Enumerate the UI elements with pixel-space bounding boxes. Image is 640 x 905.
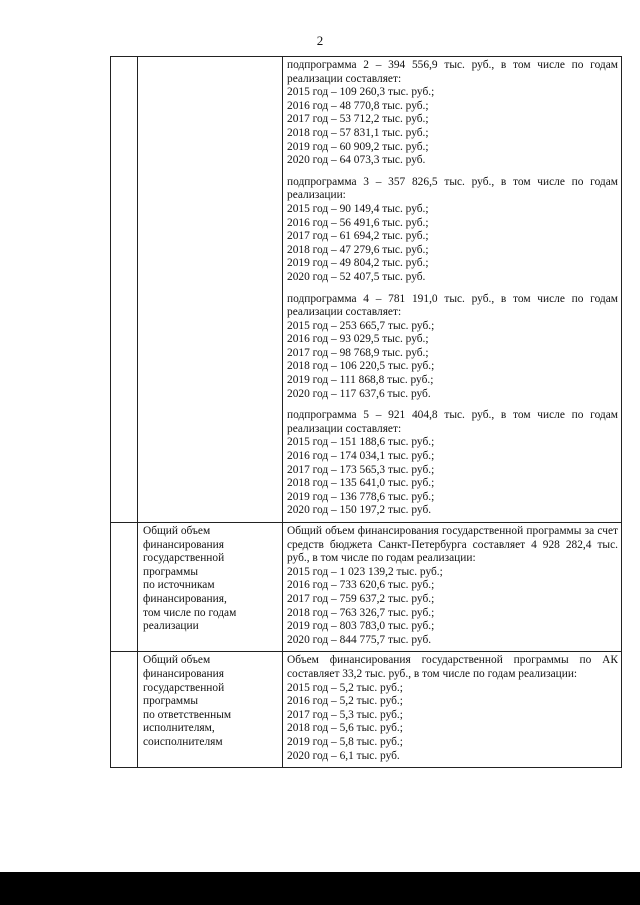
row-label-line: реализации <box>143 620 199 633</box>
funding-year-line: 2015 год – 109 260,3 тыс. руб.; <box>287 86 435 99</box>
funding-year-line: 2017 год – 98 768,9 тыс. руб.; <box>287 346 429 359</box>
funding-paragraph <box>287 654 618 763</box>
row-label-line: исполнителям, <box>143 722 215 735</box>
funding-intro-text: подпрограмма 3 – 357 826,5 тыс. руб., в том числе по годам реализации: <box>287 175 618 202</box>
funding-year-line: 2019 год – 111 868,8 тыс. руб.; <box>287 374 434 387</box>
funding-year-line: 2016 год – 93 029,5 тыс. руб.; <box>287 333 429 346</box>
funding-year-line: 2017 год – 173 565,3 тыс. руб.; <box>287 463 435 476</box>
scan-bottom-bar <box>0 872 640 905</box>
row-label-line: соисполнителям <box>143 735 223 748</box>
row-label-cell <box>138 652 283 768</box>
funding-year-line: 2018 год – 763 326,7 тыс. руб.; <box>287 606 435 619</box>
funding-intro-text: Общий объем финансирования государственной программы за счет средств бюджета Санкт-Петербурга составляет 4 928 282,4 тыс. руб., в том числе по годам реализации: <box>287 525 618 565</box>
row-label-line: государственной <box>143 552 225 565</box>
row-label-line: по источникам <box>143 579 215 592</box>
funding-paragraph <box>287 293 618 402</box>
row-content-cell <box>283 523 622 652</box>
funding-year-line: 2016 год – 733 620,6 тыс. руб.; <box>287 579 435 592</box>
funding-intro-text: подпрограмма 4 – 781 191,0 тыс. руб., в том числе по годам реализации составляет: <box>287 292 618 319</box>
funding-year-line: 2018 год – 5,6 тыс. руб.; <box>287 722 403 735</box>
row-label-line: финансирования <box>143 667 224 680</box>
funding-year-line: 2019 год – 5,8 тыс. руб.; <box>287 735 403 748</box>
funding-year-line: 2015 год – 1 023 139,2 тыс. руб.; <box>287 565 443 578</box>
funding-year-line: 2019 год – 60 909,2 тыс. руб.; <box>287 140 429 153</box>
funding-year-line: 2016 год – 56 491,6 тыс. руб.; <box>287 216 429 229</box>
funding-year-line: 2019 год – 49 804,2 тыс. руб.; <box>287 257 429 270</box>
funding-year-line: 2017 год – 61 694,2 тыс. руб.; <box>287 230 429 243</box>
funding-year-line: 2018 год – 135 641,0 тыс. руб.; <box>287 477 435 490</box>
funding-paragraph <box>287 176 618 285</box>
funding-intro-text: подпрограмма 2 – 394 556,9 тыс. руб., в том числе по годам реализации составляет: <box>287 59 618 85</box>
row-content-cell <box>283 652 622 768</box>
row-number-cell <box>111 652 138 768</box>
funding-intro-text: Объем финансирования государственной программы по АК составляет 33,2 тыс. руб., в том числе по годам реализации: <box>287 654 618 680</box>
funding-year-line: 2019 год – 136 778,6 тыс. руб.; <box>287 490 435 503</box>
funding-year-line: 2017 год – 759 637,2 тыс. руб.; <box>287 592 435 605</box>
row-number-cell <box>111 523 138 652</box>
funding-year-line: 2015 год – 5,2 тыс. руб.; <box>287 681 403 694</box>
table-row <box>111 652 622 768</box>
row-number-cell <box>111 57 138 523</box>
page-number: 2 <box>316 33 324 48</box>
funding-year-line: 2018 год – 106 220,5 тыс. руб.; <box>287 360 435 373</box>
row-label-cell <box>138 523 283 652</box>
funding-year-line: 2018 год – 47 279,6 тыс. руб.; <box>287 243 429 256</box>
funding-year-line: 2016 год – 5,2 тыс. руб.; <box>287 695 403 708</box>
funding-year-line: 2020 год – 64 073,3 тыс. руб. <box>287 154 426 167</box>
funding-paragraph <box>287 59 618 168</box>
funding-year-line: 2016 год – 48 770,8 тыс. руб.; <box>287 99 429 112</box>
funding-paragraph <box>287 409 618 518</box>
row-label-line: по ответственным <box>143 708 232 721</box>
table-row <box>111 57 622 523</box>
funding-year-line: 2018 год – 57 831,1 тыс. руб.; <box>287 126 429 139</box>
row-label-line: Общий объем <box>143 525 211 537</box>
funding-year-line: 2020 год – 844 775,7 тыс. руб. <box>287 633 432 646</box>
row-label-line: финансирования, <box>143 592 227 605</box>
program-table <box>110 56 622 768</box>
funding-intro-text: подпрограмма 5 – 921 404,8 тыс. руб., в том числе по годам реализации составляет: <box>287 409 618 435</box>
funding-year-line: 2020 год – 117 637,6 тыс. руб. <box>287 387 431 400</box>
funding-paragraph <box>287 525 618 647</box>
funding-year-line: 2015 год – 253 665,7 тыс. руб.; <box>287 319 435 332</box>
funding-year-line: 2017 год – 53 712,2 тыс. руб.; <box>287 113 429 126</box>
row-label-line: программы <box>143 565 198 578</box>
program-table-body <box>111 57 622 768</box>
funding-year-line: 2020 год – 150 197,2 тыс. руб. <box>287 504 432 517</box>
funding-year-line: 2019 год – 803 783,0 тыс. руб.; <box>287 620 435 633</box>
row-label-cell <box>138 57 283 523</box>
row-label-line: том числе по годам <box>143 606 237 619</box>
funding-year-line: 2016 год – 174 034,1 тыс. руб.; <box>287 450 435 463</box>
funding-year-line: 2017 год – 5,3 тыс. руб.; <box>287 708 403 721</box>
row-label-line: финансирования <box>143 538 224 551</box>
row-label-line: Общий объем <box>143 654 211 667</box>
row-label-line: программы <box>143 695 198 708</box>
funding-year-line: 2015 год – 151 188,6 тыс. руб.; <box>287 436 435 449</box>
table-row <box>111 523 622 652</box>
funding-year-line: 2020 год – 52 407,5 тыс. руб. <box>287 270 426 283</box>
funding-year-line: 2015 год – 90 149,4 тыс. руб.; <box>287 202 429 215</box>
row-label-line: государственной <box>143 681 225 694</box>
funding-year-line: 2020 год – 6,1 тыс. руб. <box>287 749 400 762</box>
row-content-cell <box>283 57 622 523</box>
